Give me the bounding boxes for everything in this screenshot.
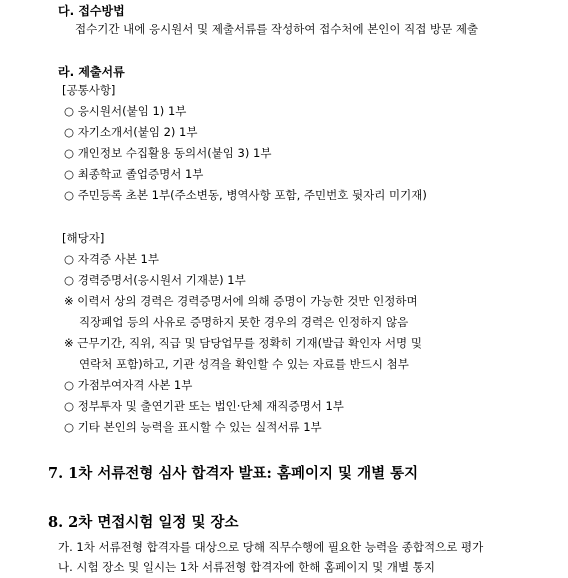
- section-ra-heading: 라. 제출서류: [58, 65, 125, 79]
- note-item: ※ 근무기간, 직위, 직급 및 담당업무를 정확히 기재(발급 확인자 서명 및: [64, 336, 422, 350]
- list-item: ○ 응시원서(붙임 1) 1부: [64, 104, 187, 118]
- list-item: 가. 1차 서류전형 합격자를 대상으로 당해 직무수행에 필요한 능력을 종합적으로 평가: [58, 540, 484, 554]
- list-item: ○ 자기소개서(붙임 2) 1부: [64, 125, 198, 139]
- list-item: ○ 가점부여자격 사본 1부: [64, 378, 193, 392]
- section-da-text: 접수기간 내에 응시원서 및 제출서류를 작성하여 접수처에 본인이 직접 방문 제출: [75, 22, 479, 36]
- note-continuation: 직장폐업 등의 사유로 증명하지 못한 경우의 경력은 인정하지 않음: [79, 315, 409, 329]
- list-item: 나. 시험 장소 및 일시는 1차 서류전형 합격자에 한해 홈페이지 및 개별 통지: [58, 560, 435, 574]
- list-item: ○ 최종학교 졸업증명서 1부: [64, 167, 204, 181]
- list-item: ○ 개인정보 수집활용 동의서(붙임 3) 1부: [64, 146, 272, 160]
- note-item: ※ 이력서 상의 경력은 경력증명서에 의해 증명이 가능한 것만 인정하며: [64, 294, 418, 308]
- list-item: ○ 경력증명서(응시원서 기재분) 1부: [64, 273, 246, 287]
- section-7-heading: 7. 1차 서류전형 심사 합격자 발표: 홈페이지 및 개별 통지: [48, 465, 419, 482]
- list-item: ○ 기타 본인의 능력을 표시할 수 있는 실적서류 1부: [64, 420, 322, 434]
- list-item: ○ 자격증 사본 1부: [64, 252, 159, 266]
- list-item: ○ 정부투자 및 출연기관 또는 법인·단체 재직증명서 1부: [64, 399, 344, 413]
- section-8-heading: 8. 2차 면접시험 일정 및 장소: [48, 514, 239, 531]
- applicable-label: [해당자]: [62, 231, 105, 245]
- note-continuation: 연락처 포함)하고, 기관 성격을 확인할 수 있는 자료를 반드시 첨부: [79, 357, 409, 371]
- list-item: ○ 주민등록 초본 1부(주소변동, 병역사항 포함, 주민번호 뒷자리 미기재): [64, 188, 427, 202]
- section-da-heading: 다. 접수방법: [58, 4, 125, 18]
- common-label: [공통사항]: [62, 83, 116, 97]
